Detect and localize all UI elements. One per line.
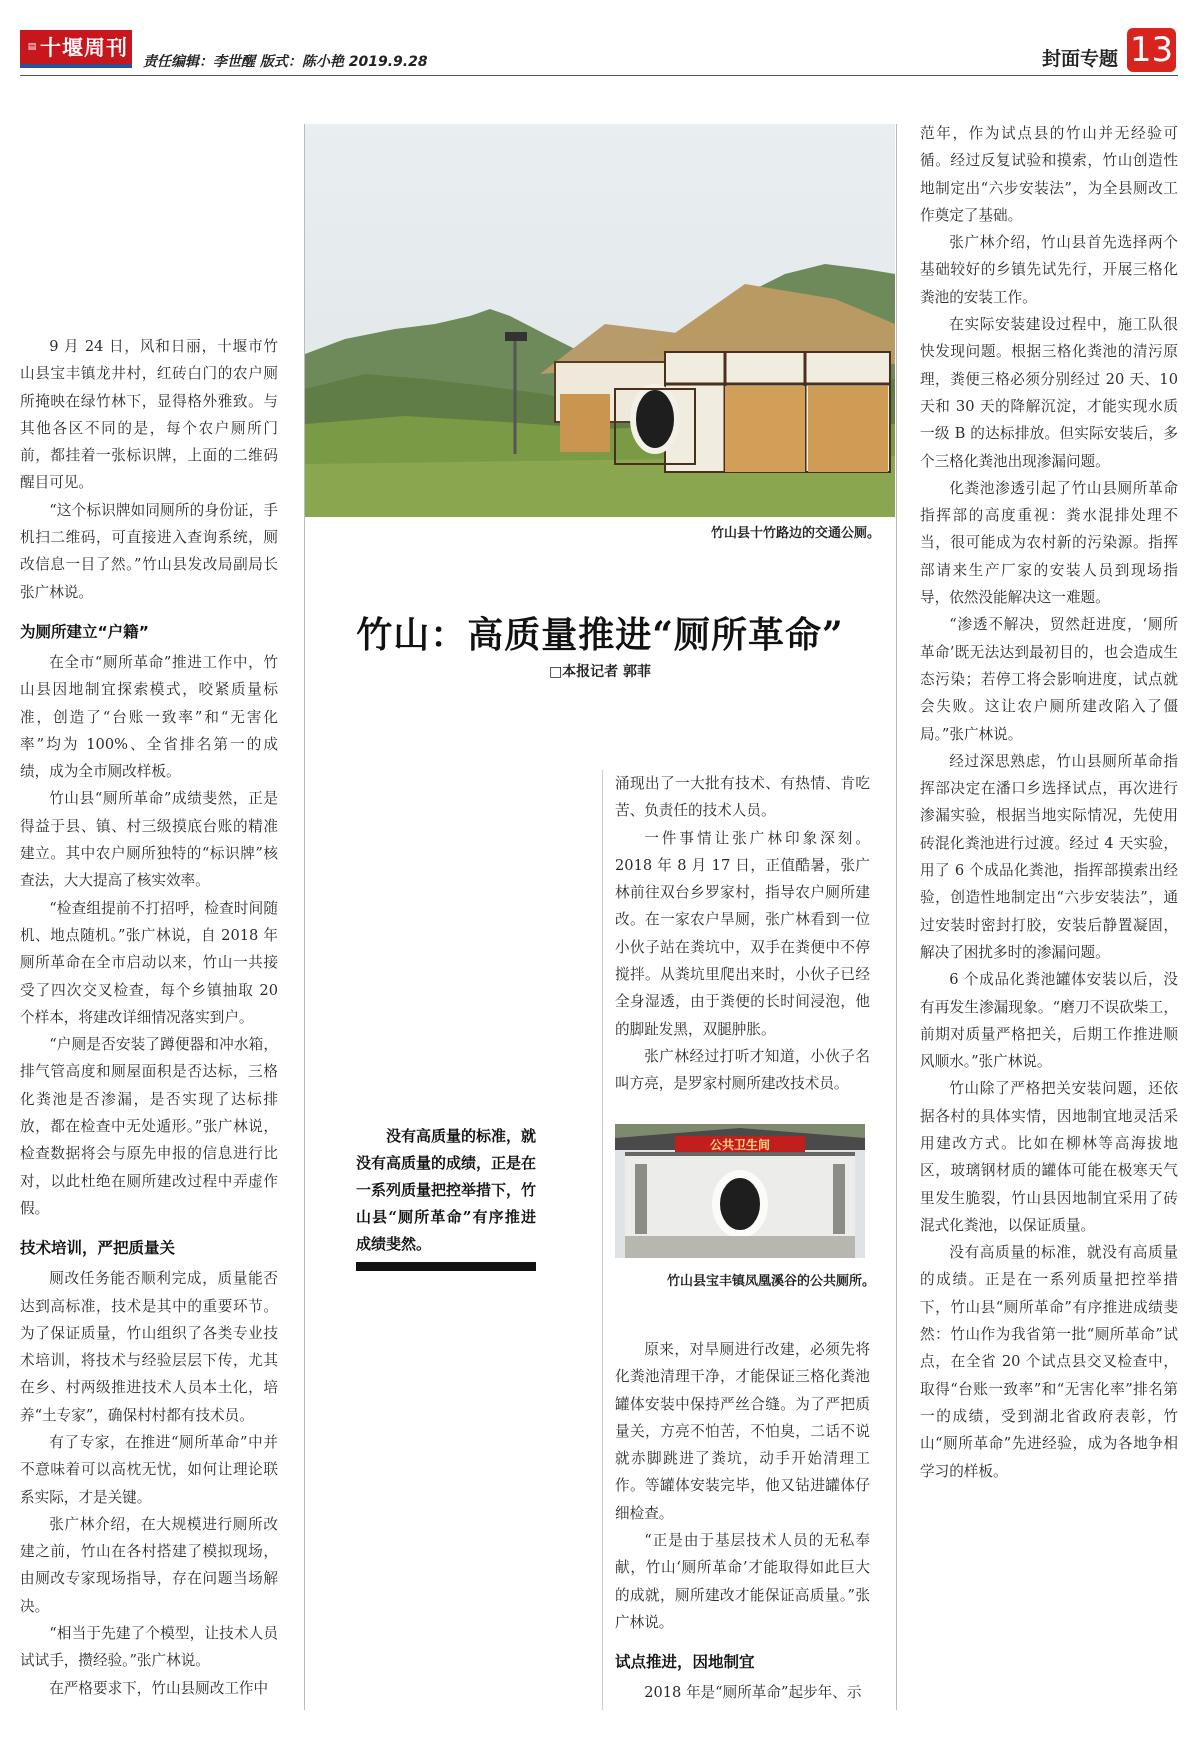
paragraph: “渗透不解决，贸然赶进度，‘厕所革命’既无法达到最初目的，也会造成生态污染；若停工将会影响进度，试点就会失败。这让农户厕所建改陷入了僵局。”张广林说。 — [920, 616, 1178, 743]
subheading: 技术培训，严把质量关 — [20, 1239, 176, 1258]
column-divider — [896, 124, 897, 1710]
paragraph: 在实际安装建设过程中，施工队很快发现问题。根据三格化粪池的清污原理，粪便三格必须分别经过 20 天、10 天和 30 天的降解沉淀，才能实现水质一级 B 的达标排放。但实际安装后，多个三格化粪池出现渗漏问题。 — [920, 316, 1178, 470]
paragraph: 在严格要求下，竹山县厕改工作中 — [49, 1679, 269, 1697]
page-number: 13 — [1127, 28, 1176, 72]
paragraph: 化粪池渗透引起了竹山县厕所革命指挥部的高度重视：粪水混排处理不当，很可能成为农村新的污染源。指挥部请来生产厂家的安装人员到现场指导，依然没能解决这一难题。 — [920, 479, 1178, 607]
text-column-2-bottom — [615, 1336, 870, 1707]
paragraph: 范年，作为试点县的竹山并无经验可循。经过反复试验和摸索，竹山创造性地制定出“六步安装法”，为全县厕改工作奠定了基础。 — [920, 125, 1178, 224]
subheading: 为厕所建立“户籍” — [20, 622, 149, 641]
paragraph: 竹山除了严格把关安装问题，还依据各村的具体实情，因地制宜地灵活采用建改方式。比如在柳林等高海拔地区，玻璃钢材质的罐体可能在极寒天气里发生脆裂，竹山县因地制宜采用了砖混式化粪池，以保证质量。 — [920, 1080, 1178, 1234]
masthead-title: 十堰周刊 — [40, 36, 128, 60]
photo-roadside-toilet — [305, 124, 895, 517]
paragraph: 在全市“厕所革命”推进工作中，竹山县因地制宜探索模式，咬紧质量标准，创造了“台账一致率”和“无害化率”均为 100%、全省排名第一的成绩，成为全市厕改样板。 — [20, 653, 278, 781]
column-divider — [602, 770, 603, 1710]
article-byline: □本报记者 郭菲 — [548, 664, 652, 680]
paragraph: 9 月 24 日，风和日丽，十堰市竹山县宝丰镇龙井村，红砖白门的农户厕所掩映在绿竹林下，显得格外雅致。与其他各区不同的是，每个农户厕所门前，都挂着一张标识牌，上面的二维码醒目可见。 — [20, 338, 278, 492]
paragraph: 张广林介绍，在大规模进行厕所改建之前，竹山在各村搭建了模拟现场，由厕改专家现场指导，存在问题当场解决。 — [20, 1515, 278, 1615]
paragraph: 经过深思熟虑，竹山县厕所革命指挥部决定在潘口乡选择试点，再次进行渗漏实验，根据当地实际情况，先使用砖混化粪池进行过渡。经过 4 天实验，用了 6 个成品化粪池，指挥部摸索出经验，创造性地制定出“六步安装法”，通过安装时密封打胶，安装后静置凝固，解决了困扰多时的渗漏问题。 — [920, 752, 1178, 961]
paragraph: 没有高质量的标准，就没有高质量的成绩。正是在一系列质量把控举措下，竹山县“厕所革命”有序推进成绩斐然：竹山作为我省第一批“厕所革命”试点，在全省 20 个试点县交叉检查中，取得“台账一致率”和“无害化率”排名第一的成绩，受到湖北省政府表彰，竹山“厕所革命”先进经验，成为各地争相学习的样板。 — [920, 1244, 1178, 1480]
photo-caption-small: 竹山县宝丰镇凤凰溪谷的公共厕所。 — [666, 1274, 875, 1289]
paragraph: “这个标识牌如同厕所的身份证，手机扫二维码，可直接进入查询系统，厕改信息一目了然。”竹山县发改局副局长张广林说。 — [20, 501, 278, 601]
photo-public-toilet — [615, 1124, 865, 1258]
paragraph: “正是由于基层技术人员的无私奉献，竹山‘厕所革命’才能取得如此巨大的成就，厕所建改才能保证高质量。”张广林说。 — [615, 1532, 870, 1631]
paragraph: “检查组提前不打招呼，检查时间随机、地点随机。”张广林说，自 2018 年厕所革命在全市启动以来，竹山一共接受了四次交叉检查，每个乡镇抽取 20 个样本，将建改详细情况落实到户。 — [20, 899, 278, 1026]
paragraph: 竹山县“厕所革命”成绩斐然，正是得益于县、镇、村三级摸底台账的精准建立。其中农户厕所独特的“标识牌”核查法，大大提高了核实效率。 — [20, 790, 278, 890]
text-column-2-top — [615, 770, 870, 1098]
toilet-sign-text: 公共卫生间 — [709, 1138, 771, 1152]
logo-mark-icon: ▤ — [27, 41, 37, 52]
public-toilet-illustration — [615, 1124, 865, 1258]
paragraph: 2018 年是“厕所革命”起步年、示 — [644, 1684, 862, 1702]
paragraph: 涌现出了一大批有技术、有热情、肯吃苦、负责任的技术人员。 — [615, 775, 870, 820]
text-column-3 — [920, 120, 1178, 1485]
section-title: 封面专题 — [1041, 48, 1118, 70]
paragraph: 有了专家，在推进“厕所革命”中并不意味着可以高枕无忧，如何让理论联系实际，才是关键。 — [20, 1433, 278, 1506]
roadside-toilet-illustration — [305, 124, 895, 517]
paragraph: 张广林介绍，竹山县首先选择两个基础较好的乡镇先试先行，开展三格化粪池的安装工作。 — [920, 234, 1178, 306]
header-rule — [20, 75, 1178, 76]
masthead-logo — [20, 30, 132, 68]
editor-credits: 责任编辑：李世醒 版式：陈小艳 2019.9.28 — [143, 54, 428, 70]
paragraph: 厕改任务能否顺利完成，质量能否达到高标准，技术是其中的重要环节。为了保证质量，竹山组织了各类专业技术培训，将技术与经验层层下传，尤其在乡、村两级推进技术人员本土化，培养“土专家”，确保村村都有技术员。 — [20, 1270, 278, 1424]
subheading: 试点推进，因地制宜 — [615, 1653, 755, 1672]
pull-quote-bar — [356, 1262, 536, 1271]
paragraph: 张广林经过打听才知道，小伙子名叫方亮，是罗家村厕所建改技术员。 — [615, 1047, 870, 1093]
text-column-1 — [20, 333, 278, 1702]
photo-caption-main: 竹山县十竹路边的交通公厕。 — [710, 526, 880, 541]
paragraph: 一件事情让张广林印象深刻。2018 年 8 月 17 日，正值酷暑，张广林前往双台乡罗家村，指导农户厕所建改。在一家农户旱厕，张广林看到一位小伙子站在粪坑中，双手在粪便中不停搅拌。从粪坑里爬出来时，小伙子已经全身湿透，由于粪便的长时间浸泡，他的脚趾发黑，双腿肿胀。 — [615, 829, 870, 1038]
article-headline: 竹山：高质量推进“厕所革命” — [356, 614, 844, 656]
pull-quote: 没有高质量的标准，就没有高质量的成绩，正是在一系列质量把控举措下，竹山县“厕所革命”有序推进成绩斐然。 — [356, 1127, 537, 1253]
paragraph: “相当于先建了个模型，让技术人员试试手，攒经验。”张广林说。 — [20, 1625, 278, 1670]
paragraph: “户厕是否安装了蹲便器和冲水箱，排气管高度和厕屋面积是否达标，三格化粪池是否渗漏，是否实现了达标排放，都在检查中无处遁形。”张广林说，检查数据将会与原先申报的信息进行比对，以此杜绝在厕所建改过程中弄虚作假。 — [20, 1036, 278, 1217]
paragraph: 原来，对旱厕进行改建，必须先将化粪池清理干净，才能保证三格化粪池罐体安装中保持严丝合缝。为了严把质量关，方亮不怕苦，不怕臭，二话不说就赤脚跳进了粪坑，动手开始清理工作。等罐体安装完毕，他又钻进罐体仔细检查。 — [615, 1341, 870, 1522]
paragraph: 6 个成品化粪池罐体安装以后，没有再发生渗漏现象。“磨刀不误砍柴工，前期对质量严格把关，后期工作推进顺风顺水。”张广林说。 — [920, 971, 1178, 1071]
